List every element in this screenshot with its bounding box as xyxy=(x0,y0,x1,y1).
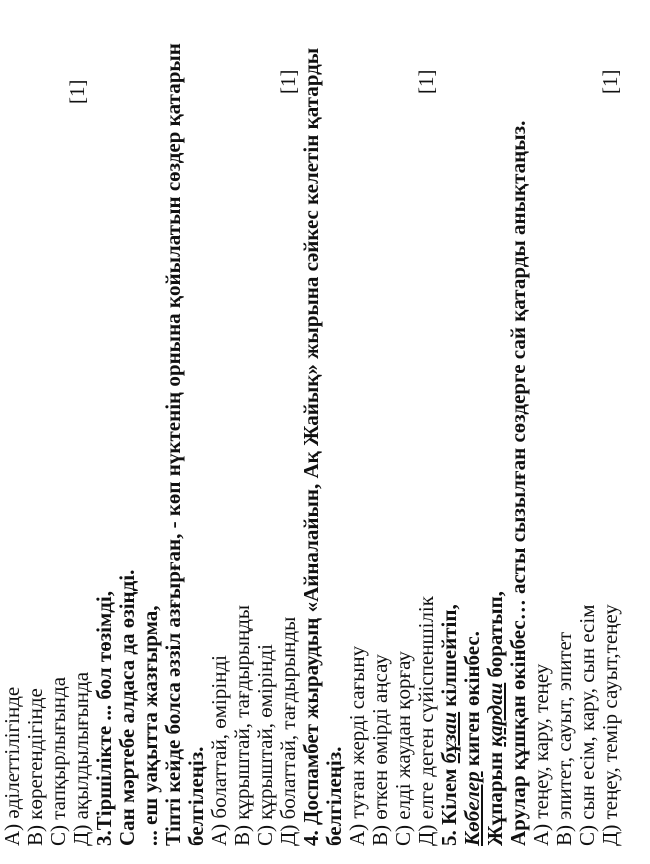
q5-mark: [1] xyxy=(598,69,622,94)
q3-line2: Сан мәртебе алдаса да өзіңді. xyxy=(115,569,139,846)
q5-line1 xyxy=(437,604,461,846)
q5-line1-end: кілшейтіп, xyxy=(437,604,461,712)
q5-line2-end: киген өкінбес. xyxy=(460,631,484,772)
q3-option-b: В) құрыштай, тағдырыңды xyxy=(230,604,254,846)
q5-option-b: В) эпитет, сауыт, эпитет xyxy=(552,631,576,846)
q4-option-b: В) өткен өмірді аңсау xyxy=(368,654,392,846)
q5-option-c: С) сын есім, кару, сын есім xyxy=(575,604,599,846)
q4-line2: белгілеңіз. xyxy=(322,746,346,846)
q5-underlined-word-2: Көбелер xyxy=(460,771,484,846)
q3-option-a: А) болаттай, өмірінді xyxy=(207,655,231,846)
q2-option-c: С) тапқырлығында xyxy=(46,676,70,846)
q2-mark: [1] xyxy=(65,79,89,104)
q3-line5: белгілеңіз. xyxy=(184,746,208,846)
q5-line2 xyxy=(460,631,484,846)
q5-line3-start: Жұпарын xyxy=(483,746,507,846)
q4-option-c: С) елді жаудан қорғау xyxy=(391,651,415,846)
q3-title: 3.Тіршілікте ... бол төзімді, xyxy=(92,590,116,846)
q4-title: 4. Доспамбет жыраудың «Айналайын, Ақ Жайық» жырына сәйкес келетін қатарды xyxy=(299,47,323,846)
q4-option-d: Д) елге деген сүйіспеншілік xyxy=(414,596,438,846)
q5-line3 xyxy=(483,591,507,846)
q5-option-d: Д) теңеу, темір сауыт,теңеу xyxy=(598,604,622,846)
q2-option-d: Д) ақылдылығында xyxy=(69,671,93,846)
q5-option-a: А) теңеу, кару, теңеу xyxy=(529,663,553,846)
q5-underlined-word-3: қардаи xyxy=(483,682,507,747)
q2-option-b: В) көрегендігінде xyxy=(23,688,47,846)
q5-line3-end: боратып, xyxy=(483,591,507,683)
q4-mark: [1] xyxy=(414,69,438,94)
q3-mark: [1] xyxy=(276,69,300,94)
q5-line4: Арулар құшқан өкінбес… асты сызылған сөздерге сай қатарды анықтаңыз. xyxy=(506,120,530,846)
q3-option-d: Д) болаттай, тағдырынды xyxy=(276,616,300,846)
q3-line3: ... еш уақытта жазғырма, xyxy=(138,605,162,846)
q4-option-a: А) туған жерді сағыну xyxy=(345,645,369,846)
q3-line4: Тіпті кейде болса әззіл азғырған, - көп нүктенің орнына қойылатын сөздер қатарын xyxy=(161,43,185,846)
q3-option-c: С) құрыштай, өмірінді xyxy=(253,644,277,846)
q5-line1-start: 5. Кілем xyxy=(437,763,461,846)
q5-underlined-word-1: бұзаи xyxy=(437,711,461,764)
q2-option-a: А) әділеттілігінде xyxy=(0,686,24,846)
